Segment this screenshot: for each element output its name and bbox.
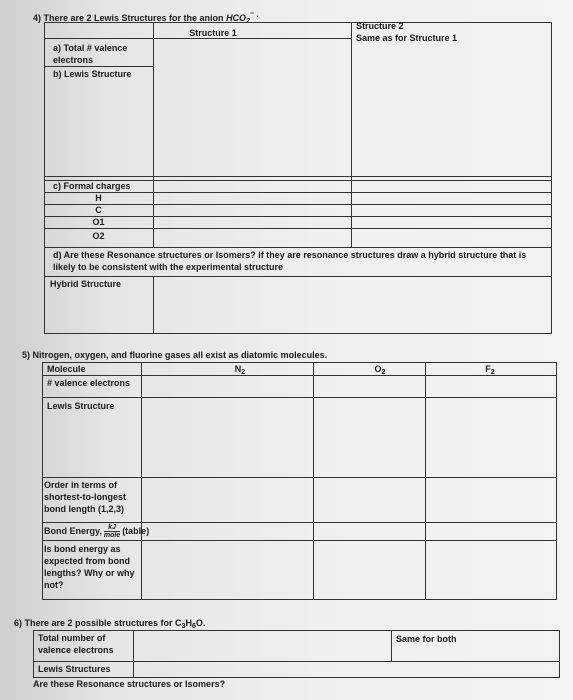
q5-order-line — [42, 522, 557, 523]
q4-hybrid-label: Hybrid Structure — [50, 279, 122, 289]
q4-heading-text: 4) There are 2 Lewis Structures for the anion — [33, 13, 227, 23]
q5-o2-subscript: 2 — [381, 369, 386, 376]
q4-structure2-note: Same as for Structure 1 — [356, 33, 458, 43]
q5-energy-unit-num: kJ — [104, 524, 120, 532]
q4-row-d-question: d) Are these Resonance structures or Isomers? If they are resonance structures draw a hybrid structure that is likely to be consistent with the experimental structure — [53, 250, 527, 272]
q5-energy-unit — [104, 524, 120, 539]
q5-valence-label: # valence electrons — [47, 378, 131, 388]
q5-molecule-o2 — [340, 363, 420, 379]
q4-formula: HCO — [226, 13, 247, 23]
q5-energy-text: Bond Energy, — [44, 525, 102, 536]
q5-molecule-f2 — [450, 363, 530, 379]
q4-atom-o1: O1 — [92, 217, 105, 227]
q5-lewis-label: Lewis Structure — [47, 401, 115, 411]
q4-atom-c: C — [95, 205, 102, 215]
q6-col-divider-1 — [133, 630, 134, 678]
q5-o2-symbol: O — [374, 364, 382, 374]
q6-same-label: Same for both — [396, 634, 457, 644]
q4-hybrid-divider — [153, 276, 154, 334]
q5-molecule-n2 — [200, 363, 280, 379]
q4-row-c-label: c) Formal charges — [53, 181, 131, 191]
q4-row-b-line — [44, 176, 552, 177]
q5-f2-subscript: 2 — [490, 369, 495, 376]
q4-row-a-text: a) Total # valence electrons — [53, 43, 128, 65]
q6-col-divider-2 — [391, 630, 392, 661]
q6-heading — [14, 618, 205, 630]
q4-formula-charge: ⁻ . — [249, 10, 259, 19]
q6-heading-end: O. — [195, 618, 206, 628]
q4-atom-o2: O2 — [92, 231, 105, 241]
q6-lewis-label: Lewis Structures — [38, 664, 111, 674]
q4-row-d-line — [44, 276, 552, 277]
q5-lewis-line — [42, 477, 557, 478]
q6-question: Are these Resonance structures or Isomers? — [33, 679, 226, 689]
q6-heading-text: 6) There are 2 possible structures for C — [14, 618, 182, 628]
q6-c-subscript: 3 — [181, 623, 186, 630]
q4-col-divider-1 — [153, 22, 154, 248]
q4-structure2-header: Structure 2 — [356, 21, 404, 31]
q5-molecule-label: Molecule — [47, 364, 86, 374]
q6-h-symbol: H — [185, 618, 192, 628]
q5-energy-label — [44, 524, 174, 539]
q4-structure1-header: Structure 1 — [189, 28, 237, 38]
q4-formula-subscript: 2 — [246, 18, 250, 25]
q5-energy-line — [42, 540, 557, 541]
q4-row-b-label: b) Lewis Structure — [53, 69, 132, 79]
q6-h-subscript: 6 — [191, 623, 196, 630]
q4-row-a-line — [44, 66, 153, 67]
q5-f2-symbol: F — [485, 364, 491, 374]
q4-row-o1-line — [44, 228, 552, 229]
q5-n2-symbol: N — [234, 364, 242, 374]
q5-heading: 5) Nitrogen, oxygen, and fluorine gases all exist as diatomic molecules. — [22, 350, 328, 360]
q6-row-line — [33, 661, 560, 662]
q5-energy-table-note: (table) — [122, 525, 150, 536]
q5-valence-line — [42, 397, 557, 398]
q5-order-label: Order in terms of shortest-to-longest bond length (1,2,3) — [44, 480, 126, 514]
q4-row-a-label — [53, 42, 149, 66]
q5-energy-unit-den: mole — [103, 532, 121, 539]
q5-expected-label: Is bond energy as expected from bond lengths? Why or why not? — [44, 544, 135, 590]
q5-n2-subscript: 2 — [241, 369, 246, 376]
q4-atom-h: H — [95, 193, 102, 203]
q4-row-o2-line — [44, 247, 552, 248]
q6-total-label: Total number of valence electrons — [38, 633, 114, 655]
q4-col-divider-2 — [351, 22, 352, 248]
